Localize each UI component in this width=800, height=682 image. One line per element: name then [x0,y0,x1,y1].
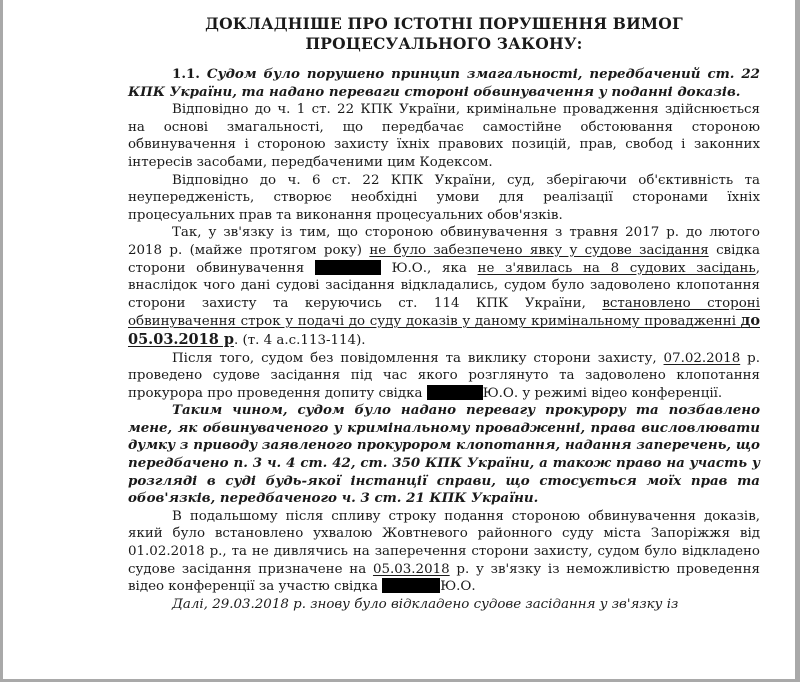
p3-underline-1: не було забезпечено явку у судове засідання [369,242,709,258]
document-page [3,0,795,679]
p4-text-c: Ю.О. у режимі відео конференції. [482,385,723,401]
paragraph-7: Далі, 29.03.2018 р. знову було відкладено судове засідання у зв'язку із [172,596,679,612]
redacted-name-1 [315,260,381,275]
p3-text-c: Ю.О., яка [380,260,478,276]
p3-text-a: Так, у зв'язку із тим, що стороною обвинувачення з травня 2017 р. до лютого 2018 р. (майже протягом року) [128,225,760,258]
p4-date: 07.02.2018 [663,350,741,366]
paragraph-1: Відповідно до ч. 1 ст. 22 КПК України, кримінальне провадження здійснюється на основі змагальності, що передбачає самостійне обстоювання стороною обвинувачення і стороною захисту їхніх правових позицій, прав, свобод і законних інтересів засобами, передбаченими цим Кодексом. [128,102,760,170]
p3-text-b: свідка сторони обвинувачення [128,242,760,276]
p6-text-a: В подальшому після спливу строку подання стороною обвинувачення доказів, який було встановлено ухвалою Жовтневого районного суду міста Запоріжжя від 01.02.2018 р., та не дивлячись на заперечення сторони захисту, судом було відкладено судове засідання призначене на [128,508,760,577]
p6-text-b: р. у зв'язку із неможливістю проведення відео конференції за участю свідка [128,561,760,595]
paragraph-6 [128,508,760,596]
document-body [128,14,760,613]
p3-text-e: . (т. 4 а.с.113-114). [234,332,366,348]
redacted-name-3 [382,578,440,593]
p3-underline-3-text: встановлено стороні обвинувачення строк у подачі до суду доказів у даному кримінальному провадженні [128,295,760,330]
paragraph-2: Відповідно до ч. 6 ст. 22 КПК України, суд, зберігаючи об'єктивність та неупередженість, створює необхідні умови для реалізації сторонами їхніх процесуальних прав та виконання процесуальних обов'язків. [128,172,760,223]
p6-text-c: Ю.О. [440,579,476,595]
p6-date: 05.03.2018 [372,561,450,577]
paragraph-3 [128,224,760,349]
section-heading [128,66,760,101]
section-heading-text: Судом було порушено принцип змагальності, передбачений ст. 22 КПК України, та надано переваги стороні обвинувачення у поданні доказів. [128,66,760,100]
document-title [128,14,760,54]
paragraph-4 [128,350,760,403]
title-line-2: ПРОЦЕСУАЛЬНОГО ЗАКОНУ: [305,34,583,53]
p3-text-d: , внаслідок чого дані судові засідання відкладались, судом було задоволено клопотання сторони захисту та керуючись ст. 114 КПК України, [128,260,760,311]
deadline-date: до 05.03.2018 р [128,312,760,348]
paragraph-5-conclusion: Таким чином, судом було надано перевагу прокурору та позбавлено мене, як обвинуваченого у кримінальному провадженні, права висловлювати думку з приводу заявленого прокурором клопотання, надання заперечень, що передбачено п. 3 ч. 4 ст. 42, ст. 350 КПК України, а також право на участь у розгляді в суді будь-якої інстанції справи, що стосується моїх прав та обов'язків, передбаченого ч. 3 ст. 21 КПК України. [128,402,760,507]
p3-underline-2: не з'явилась на 8 судових засідань [477,260,756,276]
title-line-1: ДОКЛАДНІШЕ ПРО ІСТОТНІ ПОРУШЕННЯ ВИМОГ [205,14,683,33]
section-number: 1.1. [172,66,200,82]
p4-text-b: р. проведено судове засідання під час якого розглянуто та задоволено клопотання прокурора про проведення допиту свідка [128,350,760,401]
redacted-name-2 [427,385,483,400]
p4-text-a: Після того, судом без повідомлення та виклику сторони захисту, [172,350,664,366]
